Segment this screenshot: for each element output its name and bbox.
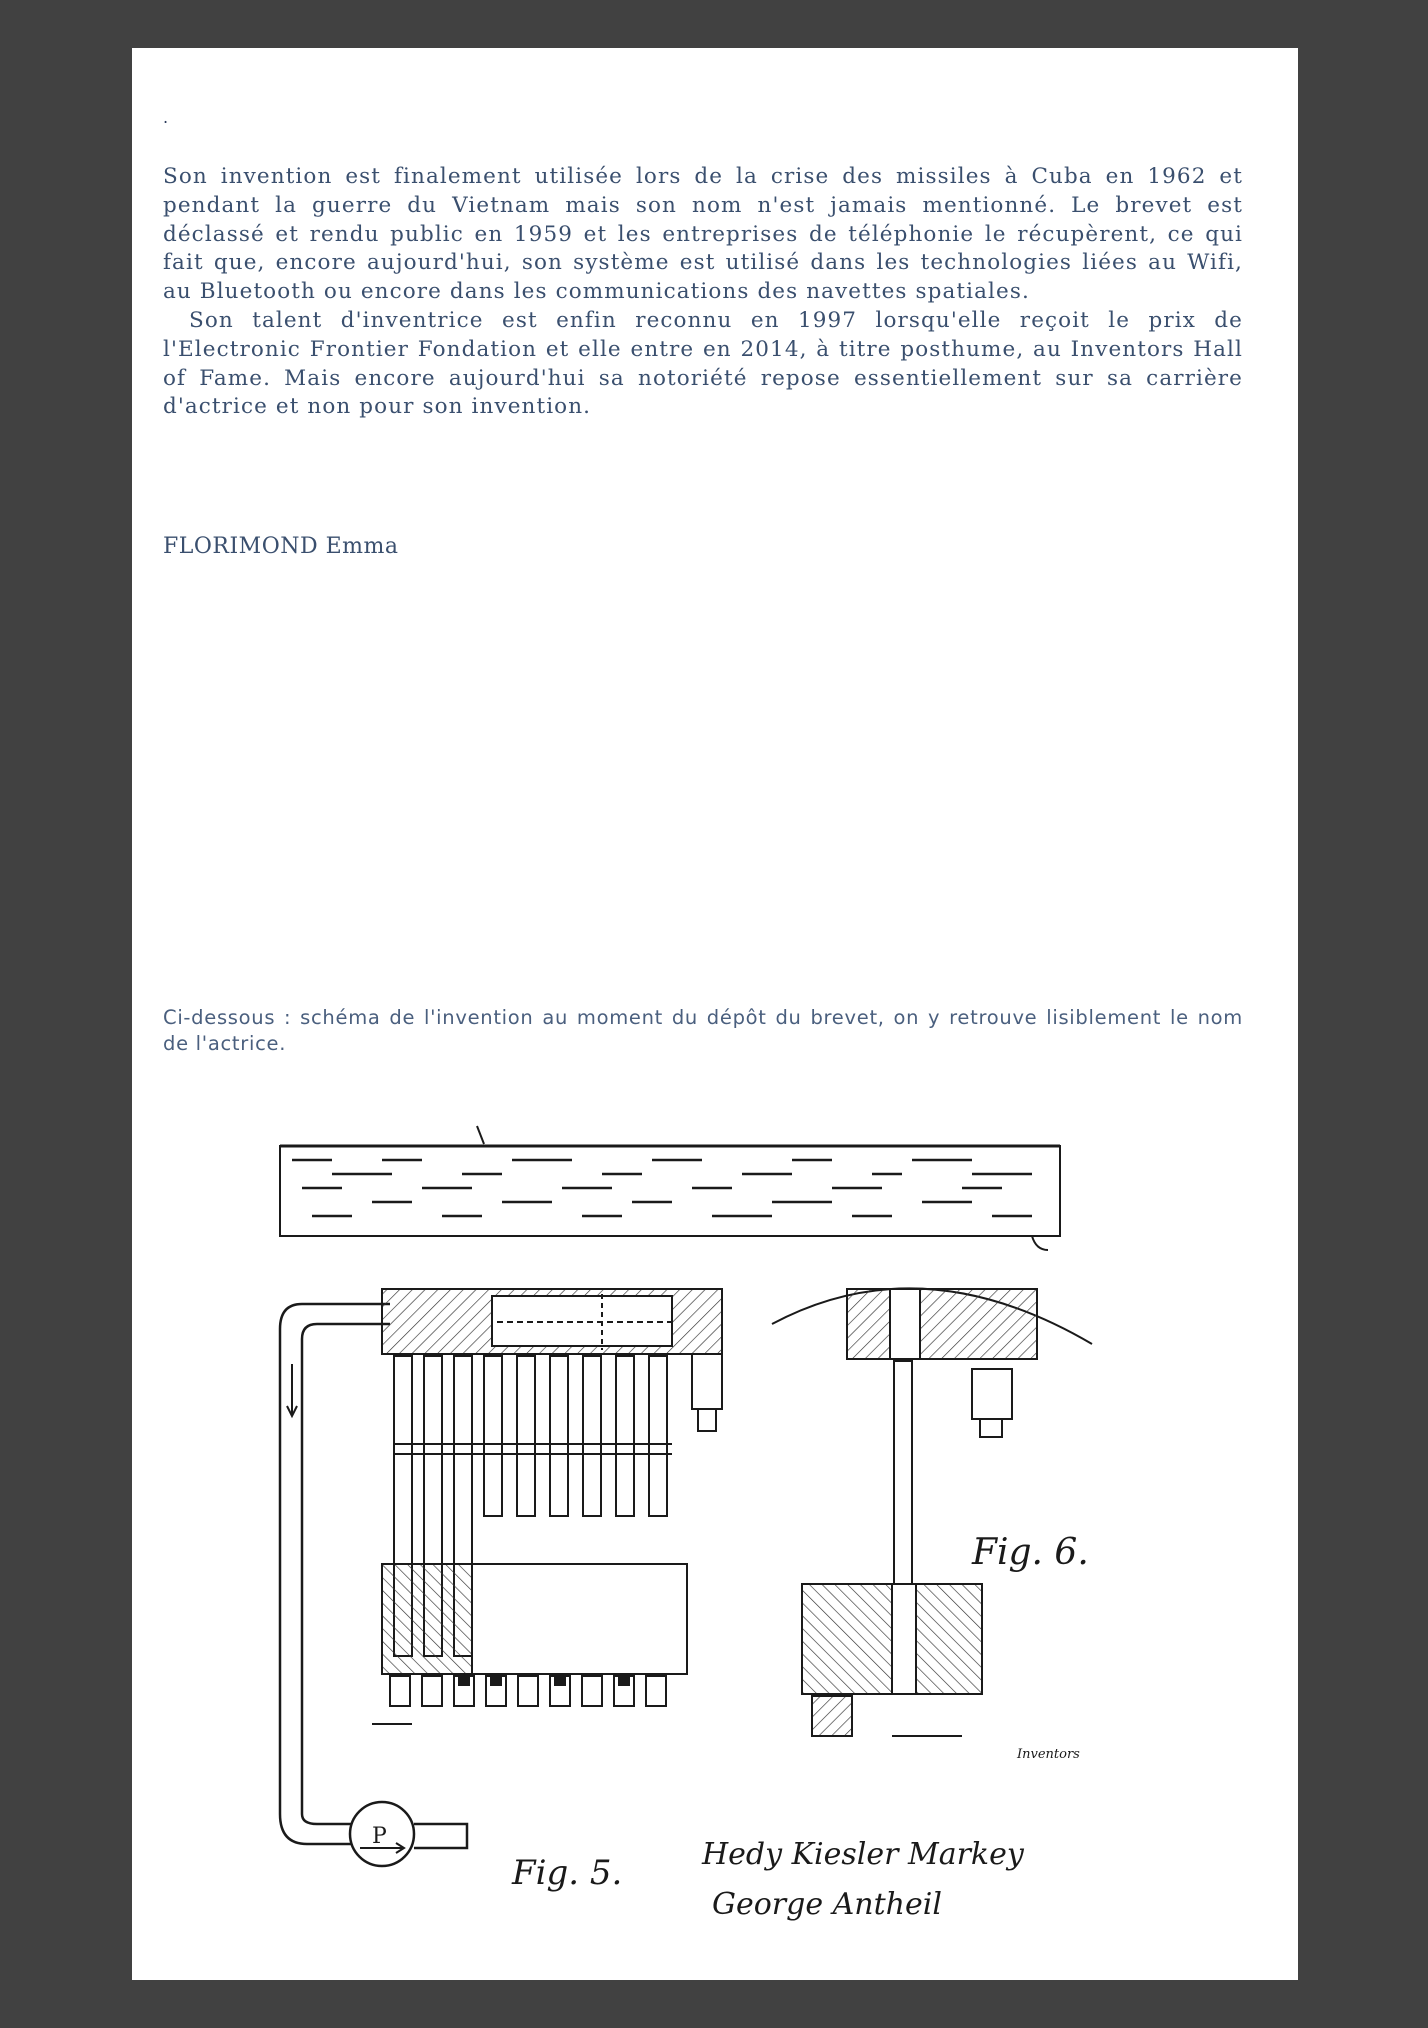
paragraph-1: Son invention est finalement utilisée lors de la crise des missiles à Cuba en 1962 et pendant la guerre du Vietnam mais son nom n'est jamais mentionné. Le brevet est déclassé et rendu public en 1959 et les entreprises de téléphonie le récupèrent, ce qui fait que, encore aujourd'hui, son système est utilisé dans les technologies liées au Wifi, au Bluetooth ou encore dans les communications des navettes spatiales.	[163, 164, 1243, 305]
fig5-label: Fig. 5.	[512, 1853, 623, 1893]
leading-mark: .	[163, 108, 169, 127]
author-name: FLORIMOND Emma	[163, 534, 399, 559]
paragraph-2: Son talent d'inventrice est enfin reconnu en 1997 lorsqu'elle reçoit le prix de l'Electronic Frontier Fondation et elle entre en 2014, à titre posthume, au Inventors Hall of Fame. Mais encore aujourd'hui sa notoriété repose essentiellement sur sa carrière d'actrice et non pour son invention.	[163, 308, 1243, 420]
signature-hedy: Hedy Kiesler Markey	[702, 1837, 1024, 1872]
patent-drawing	[272, 1124, 1262, 1964]
perforated-roll	[280, 1126, 1060, 1250]
patent-drawing-svg	[272, 1124, 1262, 1964]
inventors-note: Inventors	[1017, 1747, 1080, 1762]
fig6-label: Fig. 6.	[972, 1532, 1089, 1573]
pump-label: P	[372, 1824, 387, 1849]
fig5-base	[372, 1564, 687, 1724]
fig6-drawing	[772, 1288, 1092, 1736]
document-page	[132, 48, 1298, 1980]
signature-george: George Antheil	[712, 1887, 942, 1922]
figure-caption: Ci-dessous : schéma de l'invention au moment du dépôt du brevet, on y retrouve lisiblement le nom de l'actrice.	[163, 1006, 1243, 1055]
fig5-header	[382, 1289, 722, 1431]
